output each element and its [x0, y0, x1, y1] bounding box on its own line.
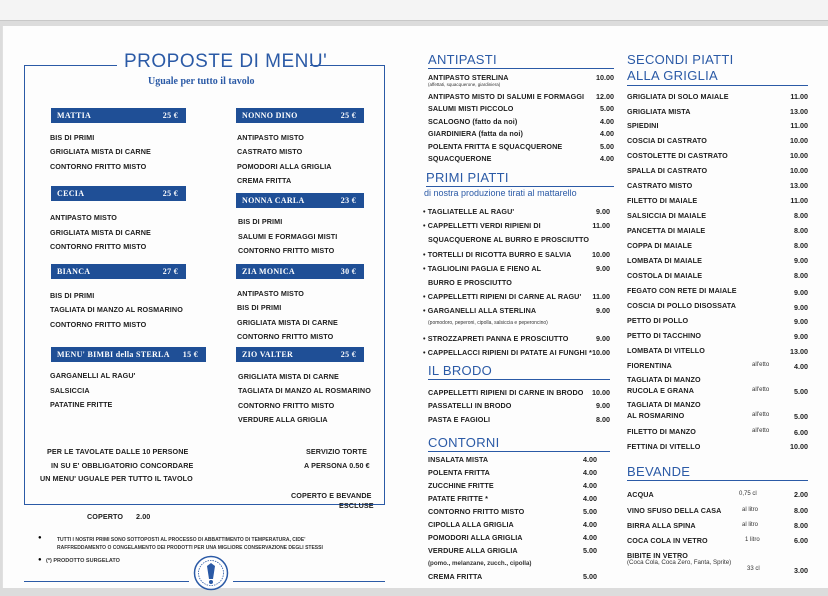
proposte-title: PROPOSTE DI MENU' [124, 51, 328, 72]
dish-name: GRIGLIATA DI SOLO MAIALE [627, 92, 729, 101]
dish-name: INSALATA MISTA [428, 455, 489, 464]
dish-price: 4.00 [583, 455, 597, 464]
dish-unit: all'etto [752, 428, 770, 434]
dish-name: PANCETTA DI MAIALE [627, 226, 706, 235]
dish-name: FEGATO CON RETE DI MAIALE [627, 286, 737, 295]
menu-item: CONTORNO FRITTO MISTO [238, 401, 335, 410]
menu-price: 15 € [182, 350, 198, 359]
dish-name: TAGLIATA DI MANZO [627, 375, 701, 384]
dish-price: 4.00 [600, 154, 614, 163]
section-underline [627, 480, 808, 481]
menu-name: MENU' BIMBI della STERLA [57, 350, 170, 359]
menu-header-cecia [51, 186, 186, 201]
dish-name-cont: SQUACQUERONE AL BURRO E PROSCIUTTO [428, 235, 590, 244]
dish-name: SPIEDINI [627, 121, 659, 130]
menu-header-nonna-carla [236, 193, 364, 208]
note-tavolate-line: UN MENU' UGUALE PER TUTTO IL TAVOLO [40, 474, 193, 483]
dish-price: 5.00 [600, 104, 614, 113]
menu-price: 25 € [162, 111, 178, 120]
menu-price: 25 € [340, 350, 356, 359]
antipasti-title: ANTIPASTI [428, 52, 497, 67]
dish-price: 9.00 [794, 303, 808, 312]
dish-price: 9.00 [596, 401, 610, 410]
dish-price: 11.00 [592, 292, 610, 301]
dish-note: (affettati, squacquerone, giardiniera) [428, 82, 501, 87]
dish-price: 13.00 [790, 107, 808, 116]
dish-note: (pomodoro, peperoni, cipolla, salsiccia e peperoncino) [428, 320, 548, 326]
section-underline [627, 85, 808, 86]
dish-name: CONTORNO FRITTO MISTO [428, 507, 525, 516]
top-strip [0, 0, 828, 21]
dish-price: 5.00 [794, 412, 808, 421]
dish-price: 13.00 [790, 347, 808, 356]
dish-name: FIORENTINA [627, 361, 672, 370]
drink-unit: 0,75 cl [739, 491, 757, 497]
dish-price: 12.00 [596, 92, 614, 101]
dish-price: 9.00 [794, 317, 808, 326]
dish-price: 10.00 [592, 348, 610, 357]
dish-name: PASTA E FAGIOLI [428, 415, 491, 424]
menu-item: SALSICCIA [50, 386, 90, 395]
menu-price: 23 € [340, 196, 356, 205]
section-underline [428, 68, 614, 69]
drink-unit: 33 cl [747, 566, 760, 572]
dish-name: GIARDINIERA (fatta da noi) [428, 129, 523, 138]
menu-item: GRIGLIATA MISTA DI CARNE [237, 318, 338, 327]
menu-item: CONTORNO FRITTO MISTO [50, 162, 147, 171]
dish-price: 11.00 [790, 121, 808, 130]
menu-item: GRIGLIATA MISTA DI CARNE [238, 372, 339, 381]
dish-name: FETTINA DI VITELLO [627, 442, 701, 451]
dish-name: CREMA FRITTA [428, 572, 483, 581]
bullet-icon: ● [38, 535, 42, 541]
drink-name: BIBITE IN VETRO [627, 551, 689, 560]
dish-price: 10.00 [790, 442, 808, 451]
dish-price: 8.00 [794, 271, 808, 280]
menu-name: NONNA CARLA [242, 196, 305, 205]
dish-price: 8.00 [794, 241, 808, 250]
menu-name: NONNO DINO [242, 111, 298, 120]
dish-name: ZUCCHINE FRITTE [428, 481, 494, 490]
menu-header-bimbi [51, 347, 206, 362]
menu-name: BIANCA [57, 267, 91, 276]
dish-price: 10.00 [790, 166, 808, 175]
drink-unit: al litro [742, 507, 759, 513]
servizio-torte-line: SERVIZIO TORTE [306, 447, 368, 456]
dish-name: • GARGANELLI ALLA STERLINA [423, 306, 537, 315]
dish-name: COSCIA DI POLLO DISOSSATA [627, 301, 736, 310]
menu-header-zia-monica [236, 264, 364, 279]
servizio-torte-line: A PERSONA 0.50 € [304, 461, 370, 470]
dish-name: SCALOGNO (fatto da noi) [428, 117, 518, 126]
menu-price: 30 € [340, 267, 356, 276]
dish-price: 10.00 [592, 388, 610, 397]
frame-bottom-left [24, 581, 189, 582]
menu-item: CREMA FRITTA [237, 176, 292, 185]
menu-name: MATTIA [57, 111, 92, 120]
drink-note: (Coca Cola, Coca Zero, Fanta, Sprite) [627, 559, 732, 566]
dish-name: ANTIPASTO MISTO DI SALUMI E FORMAGGI [428, 92, 585, 101]
drink-price: 8.00 [794, 521, 808, 530]
dish-price: 6.00 [794, 428, 808, 437]
drink-price: 6.00 [794, 536, 808, 545]
coperto-price: 2.00 [136, 512, 151, 521]
dish-name: PETTO DI TACCHINO [627, 331, 702, 340]
menu-header-bianca [51, 264, 186, 279]
dish-name: SALSICCIA DI MAIALE [627, 211, 707, 220]
menu-item: ANTIPASTO MISTO [237, 133, 304, 142]
dish-price: 9.00 [596, 334, 610, 343]
footnote-surgelato: (*) PRODOTTO SURGELATO [46, 558, 120, 564]
section-underline [426, 186, 614, 187]
menu-item: BIS DI PRIMI [50, 291, 95, 300]
frame-bottom-right [233, 581, 385, 582]
dish-unit: all'etto [752, 362, 770, 368]
dish-price: 5.00 [600, 142, 614, 151]
dish-name: POMODORI ALLA GRIGLIA [428, 533, 523, 542]
dish-price: 9.00 [596, 264, 610, 273]
primi-subtitle: di nostra produzione tirati al mattarello [424, 188, 577, 198]
dish-name-cont: AL ROSMARINO [627, 411, 685, 420]
dish-name: CIPOLLA ALLA GRIGLIA [428, 520, 514, 529]
dish-name: • CAPPELLETTI VERDI RIPIENI DI [423, 221, 541, 230]
dish-name: CAPPELLETTI RIPIENI DI CARNE IN BRODO [428, 388, 584, 397]
menu-item: BIS DI PRIMI [50, 133, 95, 142]
dish-price: 11.00 [790, 196, 808, 205]
frame-top-left [24, 65, 117, 66]
menu-item: CASTRATO MISTO [237, 147, 303, 156]
frame-left [24, 65, 25, 505]
menu-item: GRIGLIATA MISTA DI CARNE [50, 228, 151, 237]
seal-logo-icon [193, 555, 229, 591]
menu-item: CONTORNO FRITTO MISTO [238, 246, 335, 255]
secondi-title-line: ALLA GRIGLIA [627, 68, 719, 83]
dish-price: 9.00 [596, 207, 610, 216]
drink-price: 2.00 [794, 490, 808, 499]
menu-item: TAGLIATA DI MANZO AL ROSMARINO [238, 386, 371, 395]
drink-name: COCA COLA IN VETRO [627, 536, 708, 545]
dish-price: 11.00 [790, 92, 808, 101]
dish-price: 5.00 [583, 572, 597, 581]
dish-name: • CAPPELLACCI RIPIENI DI PATATE AI FUNGHI * [423, 348, 592, 357]
menu-price: 27 € [162, 267, 178, 276]
proposte-subtitle: Uguale per tutto il tavolo [148, 76, 255, 87]
dish-name: • STROZZAPRETI PANNA E PROSCIUTTO [423, 334, 569, 343]
menu-item: CONTORNO FRITTO MISTO [237, 332, 334, 341]
dish-name: SQUACQUERONE [428, 154, 492, 163]
drink-name: VINO SFUSO DELLA CASA [627, 506, 722, 515]
dish-note: (pomo., melanzane, zucch., cipolla) [428, 560, 532, 567]
dish-price: 9.00 [596, 306, 610, 315]
drink-name: BIRRA ALLA SPINA [627, 521, 696, 530]
note-tavolate-line: PER LE TAVOLATE DALLE 10 PERSONE [47, 447, 189, 456]
menu-header-zio-valter [236, 347, 364, 362]
note-tavolate-line: IN SU E' OBBLIGATORIO CONCORDARE [51, 461, 194, 470]
dish-name: FILETTO DI MANZO [627, 427, 696, 436]
dish-price: 4.00 [600, 117, 614, 126]
dish-name: COSTOLETTE DI CASTRATO [627, 151, 728, 160]
dish-name: COPPA DI MAIALE [627, 241, 692, 250]
dish-price: 8.00 [794, 226, 808, 235]
dish-name-cont: BURRO E PROSCIUTTO [428, 278, 512, 287]
menu-item: VERDURE ALLA GRIGLIA [238, 415, 328, 424]
dish-price: 10.00 [790, 136, 808, 145]
dish-name: LOMBATA DI VITELLO [627, 346, 705, 355]
coperto-label: COPERTO [87, 512, 124, 521]
dish-price: 4.00 [600, 129, 614, 138]
menu-item: ANTIPASTO MISTO [237, 289, 304, 298]
dish-price: 11.00 [592, 221, 610, 230]
dish-name: POLENTA FRITTA E SQUACQUERONE [428, 142, 563, 151]
dish-name: COSTOLA DI MAIALE [627, 271, 703, 280]
dish-price: 10.00 [596, 73, 614, 82]
drink-price: 8.00 [794, 506, 808, 515]
dish-price: 9.00 [794, 256, 808, 265]
drink-unit: al litro [742, 522, 759, 528]
bullet-icon: ● [38, 557, 42, 563]
dish-name: VERDURE ALLA GRIGLIA [428, 546, 518, 555]
dish-price: 4.00 [583, 481, 597, 490]
menu-price: 25 € [162, 189, 178, 198]
menu-header-mattia [51, 108, 186, 123]
brodo-title: IL BRODO [428, 363, 493, 378]
dish-price: 4.00 [583, 520, 597, 529]
dish-name: • TAGLIOLINI PAGLIA E FIENO AL [423, 264, 542, 273]
dish-name: • TAGLIATELLE AL RAGU' [423, 207, 515, 216]
footnote-line: RAFFREDDAMENTO O CONGELAMENTO DEI PRODOTTI PER UNA MIGLIORE CONSERVAZIONE DEGLI STESSI [57, 545, 323, 551]
dish-name: LOMBATA DI MAIALE [627, 256, 703, 265]
contorni-title: CONTORNI [428, 435, 500, 450]
frame-bottom-a [24, 504, 385, 505]
dish-price: 8.00 [596, 415, 610, 424]
menu-item: SALUMI E FORMAGGI MISTI [238, 232, 338, 241]
coperto-bevande-line: COPERTO E BEVANDE [291, 491, 372, 500]
dish-price: 10.00 [592, 250, 610, 259]
dish-price: 9.00 [794, 288, 808, 297]
dish-name: FILETTO DI MAIALE [627, 196, 698, 205]
section-underline [428, 451, 610, 452]
dish-price: 4.00 [583, 533, 597, 542]
menu-item: BIS DI PRIMI [237, 303, 282, 312]
dish-name: PASSATELLI IN BRODO [428, 401, 512, 410]
menu-header-nonno-dino [236, 108, 364, 123]
dish-name: SALUMI MISTI PICCOLO [428, 104, 514, 113]
menu-item: GARGANELLI AL RAGU' [50, 371, 136, 380]
dish-price: 4.00 [583, 468, 597, 477]
dish-price: 5.00 [794, 387, 808, 396]
dish-name: POLENTA FRITTA [428, 468, 490, 477]
dish-name: • CAPPELLETTI RIPIENI DI CARNE AL RAGU' [423, 292, 582, 301]
drink-name: ACQUA [627, 490, 654, 499]
dish-price: 10.00 [790, 151, 808, 160]
drink-unit: 1 litro [745, 537, 760, 543]
dish-name: SPALLA DI CASTRATO [627, 166, 708, 175]
dish-unit: all'etto [752, 412, 770, 418]
dish-name: • TORTELLI DI RICOTTA BURRO E SALVIA [423, 250, 572, 259]
menu-item: ANTIPASTO MISTO [50, 213, 117, 222]
primi-title: PRIMI PIATTI [426, 170, 509, 185]
dish-price: 13.00 [790, 181, 808, 190]
menu-item: CONTORNO FRITTO MISTO [50, 320, 147, 329]
dish-price: 4.00 [794, 362, 808, 371]
bevande-title: BEVANDE [627, 464, 691, 479]
menu-item: CONTORNO FRITTO MISTO [50, 242, 147, 251]
dish-unit: all'etto [752, 387, 770, 393]
frame-right [384, 65, 385, 505]
dish-name: TAGLIATA DI MANZO [627, 400, 701, 409]
dish-name: ANTIPASTO STERLINA [428, 73, 509, 82]
dish-name: GRIGLIATA MISTA [627, 107, 691, 116]
dish-name: PETTO DI POLLO [627, 316, 689, 325]
menu-item: BIS DI PRIMI [238, 217, 283, 226]
menu-item: TAGLIATA DI MANZO AL ROSMARINO [50, 305, 183, 314]
menu-item: POMODORI ALLA GRIGLIA [237, 162, 332, 171]
dish-price: 4.00 [583, 494, 597, 503]
dish-price: 5.00 [583, 507, 597, 516]
menu-name: ZIO VALTER [242, 350, 294, 359]
menu-price: 25 € [340, 111, 356, 120]
footnote-line: TUTTI I NOSTRI PRIMI SONO SOTTOPOSTI AL PROCESSO DI ABBATTIMENTO DI TEMPERATURA, CIDE' [57, 537, 306, 543]
menu-item: PATATINE FRITTE [50, 400, 113, 409]
dish-price: 5.00 [583, 546, 597, 555]
menu-name: CECIA [57, 189, 85, 198]
section-underline [428, 379, 610, 380]
dish-name-cont: RUCOLA E GRANA [627, 386, 695, 395]
menu-item: GRIGLIATA MISTA DI CARNE [50, 147, 151, 156]
drink-price: 3.00 [794, 566, 808, 575]
coperto-bevande-line: ESCLUSE [339, 501, 374, 510]
dish-name: PATATE FRITTE * [428, 494, 489, 503]
secondi-title-line: SECONDI PIATTI [627, 52, 734, 67]
dish-name: COSCIA DI CASTRATO [627, 136, 707, 145]
dish-price: 8.00 [794, 211, 808, 220]
dish-price: 9.00 [794, 332, 808, 341]
menu-name: ZIA MONICA [242, 267, 296, 276]
dish-name: CASTRATO MISTO [627, 181, 693, 190]
